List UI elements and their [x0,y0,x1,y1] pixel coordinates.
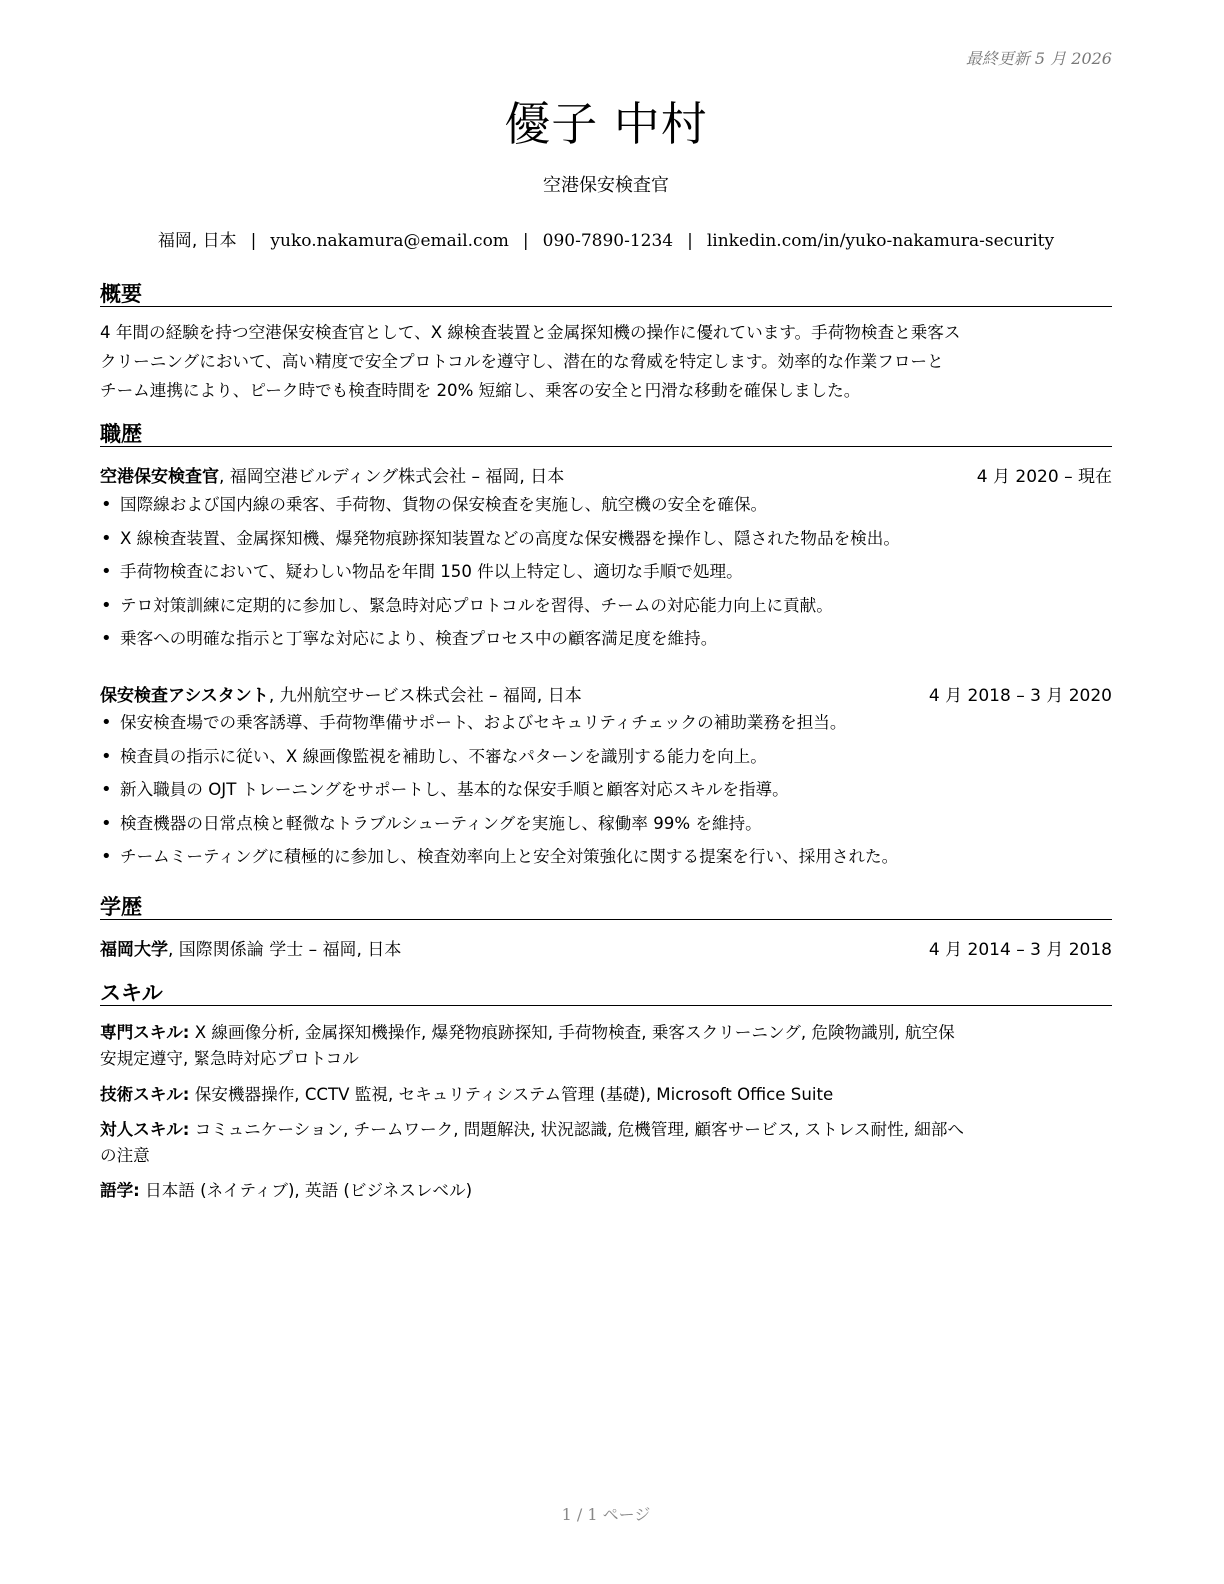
job-bullets [100,706,1112,874]
job-dates: 4 月 2020 – 現在 [976,467,1112,487]
section-heading-skills: スキル [100,977,1112,1006]
skill-group [100,1178,1112,1204]
skill-values: 保安機器操作, CCTV 監視, セキュリティシステム管理 (基礎), Microsoft Office Suite [194,1085,834,1104]
candidate-title: 空港保安検査官 [543,175,669,196]
bullet-item: • X 線検査装置、金属探知機、爆発物痕跡探知装置などの高度な保安機器を操作し、隠された物品を検出。 [100,522,1112,556]
job-employer: , 福岡空港ビルディング株式会社 – 福岡, 日本 [219,467,565,487]
skill-group [100,1020,1112,1072]
skill-values: コミュニケーション, チームワーク, 問題解決, 状況認識, 危機管理, 顧客サービス, ストレス耐性, 細部へ [194,1120,965,1139]
job-header [100,681,1112,705]
school-name: 福岡大学 [100,940,168,960]
bullet-item: • チームミーティングに積極的に参加し、検査効率向上と安全対策強化に関する提案を行い、採用された。 [100,840,1112,874]
education-dates: 4 月 2014 – 3 月 2018 [928,940,1112,960]
candidate-name: 優子 中村 [504,97,708,151]
job-dates: 4 月 2018 – 3 月 2020 [928,686,1112,706]
skill-group [100,1117,1112,1169]
bullet-item: • 検査機器の日常点検と軽微なトラブルシューティングを実施し、稼働率 99% を維持。 [100,807,1112,841]
contact-separator: | [250,231,257,251]
bullet-item: • 国際線および国内線の乗客、手荷物、貨物の保安検査を実施し、航空機の安全を確保。 [100,488,1112,522]
bullet-item: • 保安検査場での乗客誘導、手荷物準備サポート、およびセキュリティチェックの補助業務を担当。 [100,706,1112,740]
bullet-item: • テロ対策訓練に定期的に参加し、緊急時対応プロトコルを習得、チームの対応能力向上に貢献。 [100,589,1112,623]
skill-values: の注意 [100,1146,150,1165]
education-entry [100,935,1112,959]
job-bullets [100,488,1112,656]
job-header [100,462,1112,486]
skill-label: 対人スキル: [100,1120,190,1139]
skill-values: 安規定遵守, 緊急時対応プロトコル [100,1049,359,1068]
page-number: 1 / 1 ページ [561,1505,651,1524]
bullet-item: • 検査員の指示に従い、X 線画像監視を補助し、不審なパターンを識別する能力を向上。 [100,740,1112,774]
skill-values: X 線画像分析, 金属探知機操作, 爆発物痕跡探知, 手荷物検査, 乗客スクリーニング, 危険物識別, 航空保 [194,1023,955,1042]
summary-text [100,318,1112,405]
summary-line: 4 年間の経験を持つ空港保安検査官として、X 線検査装置と金属探知機の操作に優れています。手荷物検査と乗客ス [100,323,961,342]
contact-separator: | [687,231,693,251]
job-employer: , 九州航空サービス株式会社 – 福岡, 日本 [268,686,582,706]
contact-line [100,226,1112,251]
skill-label: 専門スキル: [100,1023,190,1042]
skill-group [100,1082,1112,1108]
bullet-item: • 乗客への明確な指示と丁寧な対応により、検査プロセス中の顧客満足度を維持。 [100,622,1112,656]
job-title: 保安検査アシスタント [100,686,269,706]
skill-values: 日本語 (ネイティブ), 英語 (ビジネスレベル) [145,1181,473,1200]
contact-phone[interactable]: 090-7890-1234 [542,231,674,251]
contact-separator: | [522,231,529,251]
section-heading-education: 学歴 [100,891,1112,920]
summary-line: クリーニングにおいて、高い精度で安全プロトコルを遵守し、潜在的な脅威を特定します。効率的な作業フローと [100,352,944,371]
resume-page [100,0,1112,1584]
skill-label: 語学: [100,1181,140,1200]
bullet-item: • 手荷物検査において、疑わしい物品を年間 150 件以上特定し、適切な手順で処理。 [100,555,1112,589]
job-title: 空港保安検査官 [100,467,219,487]
skill-label: 技術スキル: [100,1085,190,1104]
section-heading-experience: 職歴 [100,418,1112,447]
contact-location: 福岡, 日本 [157,231,237,251]
contact-email[interactable]: yuko.nakamura@email.com [270,231,509,251]
degree: , 国際関係論 学士 – 福岡, 日本 [168,940,402,960]
contact-linkedin[interactable]: linkedin.com/in/yuko-nakamura-security [706,231,1055,251]
bullet-item: • 新入職員の OJT トレーニングをサポートし、基本的な保安手順と顧客対応スキルを指導。 [100,773,1112,807]
section-heading-summary: 概要 [100,278,1112,307]
last-updated: 最終更新 5 月 2026 [965,49,1112,68]
summary-line: チーム連携により、ピーク時でも検査時間を 20% 短縮し、乗客の安全と円滑な移動を確保しました。 [100,381,861,400]
